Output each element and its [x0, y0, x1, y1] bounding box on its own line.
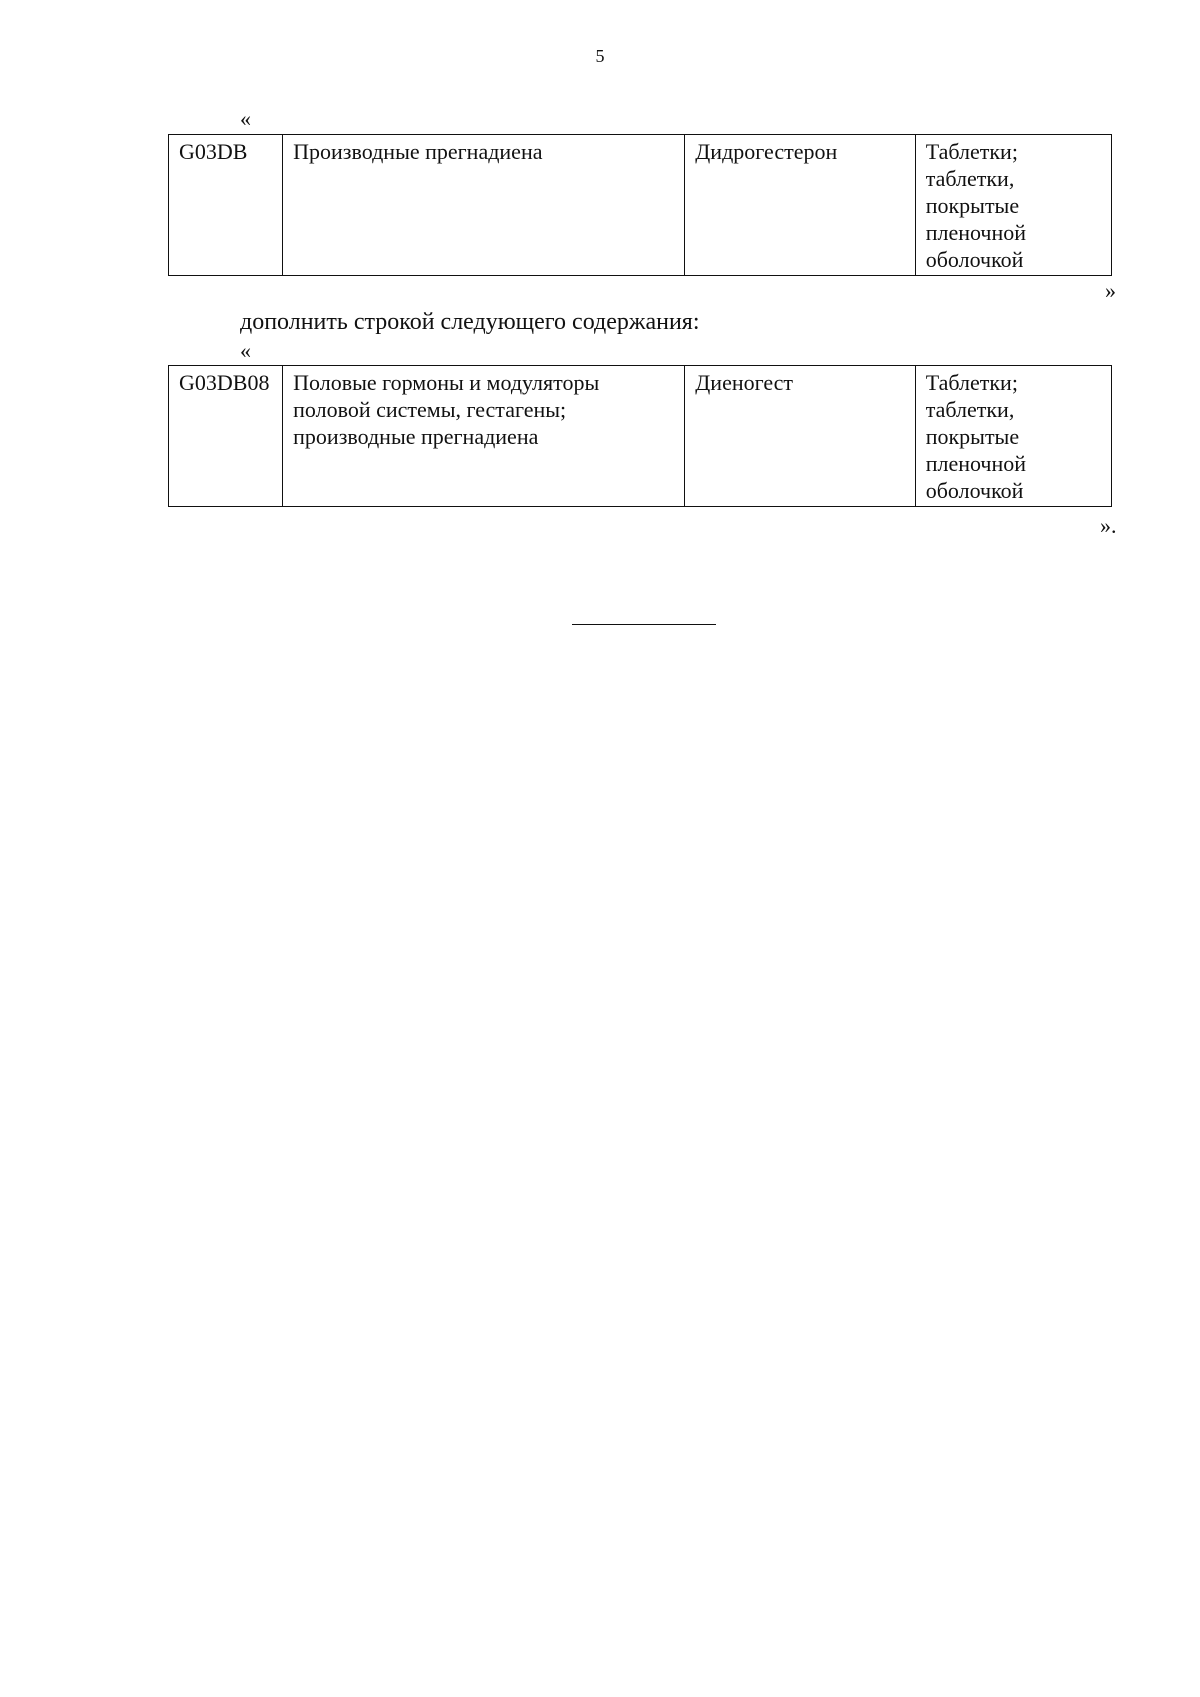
dosage-form-cell [915, 135, 1111, 276]
group-line: производные прегнадиена [293, 424, 539, 449]
closing-quote-mark: » [1105, 278, 1116, 303]
dosage-form-line: таблетки, [925, 166, 1015, 191]
dosage-form-cell [915, 366, 1111, 507]
group-line: Половые гормоны и модуляторы [293, 370, 600, 395]
dosage-form-line: Таблетки; [925, 139, 1018, 164]
added-row-table [168, 365, 1112, 507]
end-separator-line [572, 624, 716, 625]
dosage-form-line: пленочной [925, 220, 1027, 245]
table-row [169, 135, 1112, 276]
drug-name-cell: Диеногест [685, 366, 915, 507]
atc-code-cell: G03DB [169, 135, 283, 276]
dosage-form-line: оболочкой [925, 247, 1024, 272]
opening-quote-mark: « [240, 338, 251, 363]
pharmacological-group-cell: Производные прегнадиена [283, 135, 685, 276]
dosage-form-line: Таблетки; [925, 370, 1018, 395]
table-row [169, 366, 1112, 507]
page-number: 5 [595, 46, 605, 66]
drug-name-cell: Дидрогестерон [685, 135, 915, 276]
dosage-form-line: таблетки, [925, 397, 1015, 422]
dosage-form-line: пленочной [925, 451, 1027, 476]
pharmacological-group-cell [283, 366, 685, 507]
dosage-form-line: оболочкой [925, 478, 1024, 503]
closing-quote-mark: ». [1100, 513, 1117, 538]
atc-code-cell: G03DB08 [169, 366, 283, 507]
opening-quote-mark: « [240, 106, 251, 131]
dosage-form-line: покрытые [925, 424, 1020, 449]
existing-row-table [168, 134, 1112, 276]
amendment-instruction: дополнить строкой следующего содержания: [240, 309, 700, 335]
group-line: половой системы, гестагены; [293, 397, 567, 422]
dosage-form-line: покрытые [925, 193, 1020, 218]
